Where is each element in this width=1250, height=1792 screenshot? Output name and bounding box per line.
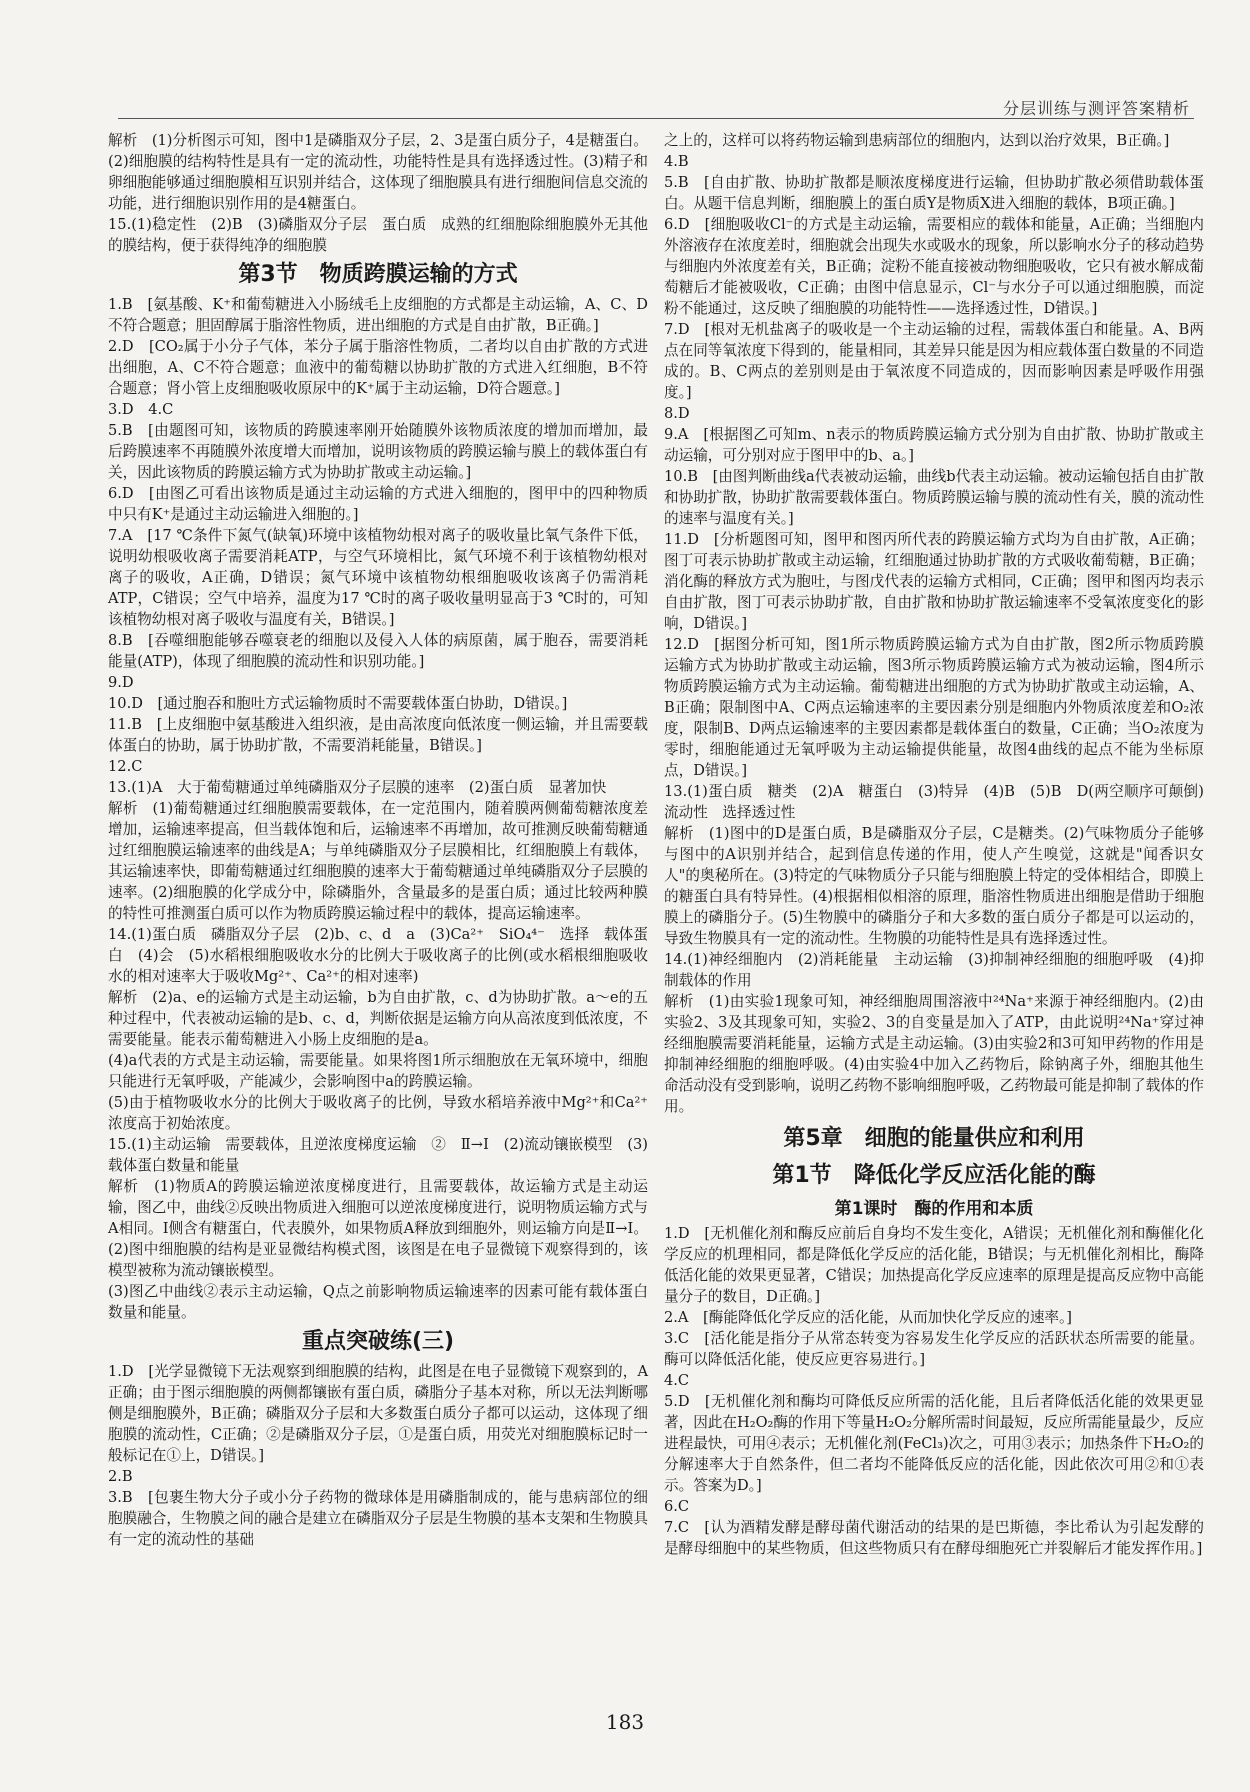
answer-paragraph: 11.B [上皮细胞中氨基酸进入组织液，是由高浓度向低浓度一侧运输，并且需要载体蛋白的协助，属于协助扩散，不需要消耗能量，B错误。] [108,716,648,754]
answer-paragraph: 11.D [分析题图可知，图甲和图丙所代表的跨膜运输方式均为自由扩散，A正确；图丁可表示协助扩散或主动运输，红细胞通过协助扩散的方式吸收葡萄糖，B正确；消化酶的释放方式为胞吐，与图戊代表的运输方式相同，C正确；图甲和图丙均表示自由扩散，图丁可表示协助扩散，自由扩散和协助扩散运输速率不受氧浓度变化的影响，D错误。] [664,531,1204,632]
header-title: 分层训练与测评答案精析 [1002,99,1190,118]
answer-paragraph: (3)图乙中曲线②表示主动运输，Q点之前影响物质运输速率的因素可能有载体蛋白数量和能量。 [108,1283,648,1321]
answer-paragraph: 3.B [包裹生物大分子或小分子药物的微球体是用磷脂制成的，能与患病部位的细胞膜融合，生物膜之间的融合是建立在磷脂双分子层是生物膜的基本支架和生物膜具有一定的流动性的基础 [108,1489,648,1548]
answer-paragraph: 15.(1)主动运输 需要载体，且逆浓度梯度运输 ② Ⅱ→Ⅰ (2)流动镶嵌模型 (3)载体蛋白数量和能量 [108,1136,648,1174]
answer-paragraph: 解析 (1)物质A的跨膜运输逆浓度梯度进行，且需要载体，故运输方式是主动运输，图乙中，曲线②反映出物质进入细胞可以逆浓度梯度进行，说明物质运输方式与A相同。Ⅰ侧含有糖蛋白，代表膜外，如果物质A释放到细胞外，则运输方向是Ⅱ→Ⅰ。(2)图中细胞膜的结构是亚显微结构模式图，该图是在电子显微镜下观察得到的，该模型被称为流动镶嵌模型。 [108,1178,648,1279]
answer-paragraph: 10.D [通过胞吞和胞吐方式运输物质时不需要载体蛋白协助，D错误。] [108,695,568,712]
right-column [664,130,1219,1559]
answer-paragraph: 9.A [根据图乙可知m、n表示的物质跨膜运输方式分别为自由扩散、协助扩散或主动运输，可分别对应于图甲中的b、a。] [664,426,1204,464]
answer-paragraph: 5.D [无机催化剂和酶均可降低反应所需的活化能，且后者降低活化能的效果更显著，因此在H₂O₂酶的作用下等量H₂O₂分解所需时间最短，反应所需能量最少，反应进程最快，可用④表示；无机催化剂(FeCl₃)次之，可用③表示；加热条件下H₂O₂的分解速率大于自然条件，但二者均不能降低反应的活化能，因此依次可用②和①表示。答案为D。] [664,1393,1204,1494]
answer-paragraph: 7.D [根对无机盐离子的吸收是一个主动运输的过程，需载体蛋白和能量。A、B两点在同等氧浓度下得到的，能量相同，其差异只能是因为相应载体蛋白数量的不同造成的。B、C两点的差别则是由于氧浓度不同造成的，因而影响因素是呼吸作用强度。] [664,321,1204,401]
answer-paragraph: 8.D [664,405,690,422]
answer-paragraph: 6.D [细胞吸收Cl⁻的方式是主动运输，需要相应的载体和能量，A正确；当细胞内外溶液存在浓度差时，细胞就会出现失水或吸水的现象，所以影响水分子的移动趋势与细胞内外浓度差有关，B正确；淀粉不能直接被动物细胞吸收，它只有被水解成葡萄糖后才能被吸收，C正确；由图中信息显示，Cl⁻与水分子可以通过细胞膜，而淀粉不能通过，这反映了细胞膜的功能特性——选择透过性，D错误。] [664,216,1204,317]
answer-paragraph: 13.(1)蛋白质 糖类 (2)A 糖蛋白 (3)特异 (4)B (5)B D(两空顺序可颠倒) 流动性 选择透过性 [664,783,1219,821]
answer-paragraph: 7.C [认为酒精发酵是酵母菌代谢活动的结果的是巴斯德，李比希认为引起发酵的是酵母细胞中的某些物质，但这些物质只有在酵母细胞死亡并裂解后才能发挥作用。] [664,1519,1204,1557]
answer-paragraph: 6.C [664,1498,690,1515]
answer-paragraph: 8.B [吞噬细胞能够吞噬衰老的细胞以及侵入人体的病原菌，属于胞吞，需要消耗能量(ATP)，体现了细胞膜的流动性和识别功能。] [108,632,648,670]
answer-paragraph: 13.(1)A 大于葡萄糖通过单纯磷脂双分子层膜的速率 (2)蛋白质 显著加快 [108,779,607,796]
answer-paragraph: 12.C [108,758,143,775]
chapter-heading: 第5章 细胞的能量供应和利用 [783,1126,1085,1151]
answer-paragraph: 之上的，这样可以将药物运输到患病部位的细胞内，达到以治疗效果，B正确。] [664,132,1170,149]
page-number: 183 [605,1710,645,1734]
section-heading: 重点突破练(三) [301,1329,455,1354]
answer-paragraph: 7.A [17 ℃条件下氮气(缺氧)环境中该植物幼根对离子的吸收量比氧气条件下低，说明幼根吸收离子需要消耗ATP，与空气环境相比，氮气环境不利于该植物幼根对离子的吸收，A正确，D错误；氮气环境中该植物幼根细胞吸收该离子仍需消耗ATP，C错误；空气中培养，温度为17 ℃时的离子吸收量明显高于3 ℃时的，可知该植物幼根对离子吸收与温度有关，B错误。] [108,527,648,628]
answer-paragraph: 2.A [酶能降低化学反应的活化能，从而加快化学反应的速率。] [664,1309,1072,1326]
answer-paragraph: 解析 (1)图中的D是蛋白质，B是磷脂双分子层，C是糖类。(2)气味物质分子能够与图中的A识别并结合，起到信息传递的作用，使人产生嗅觉，这就是"闻香识女人"的奥秘所在。(3)特定的气味物质分子只能与细胞膜上特定的受体相结合，即膜上的糖蛋白具有特异性。(4)根据相似相溶的原理，脂溶性物质进出细胞是借助于细胞膜上的磷脂分子。(5)生物膜中的磷脂分子和大多数的蛋白质分子都是可以运动的，导致生物膜具有一定的流动性。生物膜的功能特性是具有选择透过性。 [664,825,1204,947]
answer-paragraph: 3.D 4.C [108,401,174,418]
lesson-heading: 第1课时 酶的作用和本质 [834,1199,1034,1219]
answer-paragraph: 5.B [由题图可知，该物质的跨膜速率刚开始随膜外该物质浓度的增加而增加，最后跨膜速率不再随膜外浓度增大而增加，说明该物质的跨膜运输与膜上的载体蛋白有关，因此该物质的跨膜运输方式为协助扩散或主动运输。] [108,422,648,481]
answer-paragraph: 9.D [108,674,134,691]
answer-paragraph: 解析 (2)a、e的运输方式是主动运输，b为自由扩散，c、d为协助扩散。a～e的五种过程中，代表被动运输的是b、c、d，判断依据是运输方向从高浓度到低浓度，不需要能量。能表示葡萄糖进入小肠上皮细胞的是a。 [108,989,648,1048]
answer-paragraph: 解析 (1)由实验1现象可知，神经细胞周围溶液中²⁴Na⁺来源于神经细胞内。(2)由实验2、3及其现象可知，实验2、3的自变量是加入了ATP，由此说明²⁴Na⁺穿过神经细胞膜需要消耗能量，运输方式是主动运输。(3)由实验2和3可知甲药物的作用是抑制神经细胞的细胞呼吸。(4)由实验4中加入乙药物后，除钠离子外，细胞其他生命活动没有受到影响，说明乙药物不影响细胞呼吸，乙药物最可能是抑制了载体的作用。 [664,993,1204,1115]
answer-paragraph: 解析 (1)葡萄糖通过红细胞膜需要载体，在一定范围内，随着膜两侧葡萄糖浓度差增加，运输速率提高，但当载体饱和后，运输速率不再增加，故可推测反映葡萄糖通过红细胞膜运输速率的曲线是A；与单纯磷脂双分子层膜相比，红细胞膜上有载体，其运输速率快，即葡萄糖通过红细胞膜的速率大于葡萄糖通过单纯磷脂双分子层膜的速率。(2)细胞膜的化学成分中，除磷脂外，含量最多的是蛋白质；通过比较两种膜的特性可推测蛋白质可以作为物质跨膜运输过程中的载体，提高运输速率。 [108,800,648,922]
answer-paragraph: 14.(1)蛋白质 磷脂双分子层 (2)b、c、d a (3)Ca²⁺ SiO₄⁴⁻ 选择 载体蛋白 (4)会 (5)水稻根细胞吸收水分的比例大于吸收离子的比例(或水稻根细胞吸收水的相对速率大于吸收Mg²⁺、Ca²⁺的相对速率) [108,926,648,985]
answer-paragraph: 12.D [据图分析可知，图1所示物质跨膜运输方式为自由扩散，图2所示物质跨膜运输方式为协助扩散或主动运输，图3所示物质跨膜运输方式为被动运输，图4所示物质跨膜运输方式为主动运输。葡萄糖进出细胞的方式为协助扩散或主动运输，A、B正确；限制图中A、C两点运输速率的主要因素分别是细胞内外物质浓度差和O₂浓度，限制B、D两点运输速率的主要因素都是载体蛋白的数量，C正确；当O₂浓度为零时，细胞能通过无氧呼吸为主动运输提供能量，故图4曲线的起点不能为坐标原点，D错误。] [664,636,1204,779]
answer-paragraph: 4.C [664,1372,690,1389]
answer-paragraph: 4.B [664,153,689,170]
answer-paragraph: 1.D [无机催化剂和酶反应前后自身均不发生变化，A错误；无机催化剂和酶催化化学反应的机理相同，都是降低化学反应的活化能，B错误；与无机催化剂相比，酶降低活化能的效果更显著，C错误；加热提高化学反应速率的原理是提高反应物中高能量分子的数目，D正确。] [664,1225,1204,1305]
answer-paragraph: 14.(1)神经细胞内 (2)消耗能量 主动运输 (3)抑制神经细胞的细胞呼吸 (4)抑制载体的作用 [664,951,1204,989]
answer-paragraph: 2.D [CO₂属于小分子气体，苯分子属于脂溶性物质，二者均以自由扩散的方式进出细胞，A、C不符合题意；血液中的葡萄糖以协助扩散的方式进入红细胞，B不符合题意；肾小管上皮细胞吸收原尿中的K⁺属于主动运输，D符合题意。] [108,338,648,397]
answer-paragraph: 15.(1)稳定性 (2)B (3)磷脂双分子层 蛋白质 成熟的红细胞除细胞膜外无其他的膜结构，便于获得纯净的细胞膜 [108,216,648,254]
answer-paragraph: (5)由于植物吸收水分的比例大于吸收离子的比例，导致水稻培养液中Mg²⁺和Ca²⁺浓度高于初始浓度。 [108,1094,648,1132]
answer-paragraph: 6.D [由图乙可看出该物质是通过主动运输的方式进入细胞的，图甲中的四种物质中只有K⁺是通过主动运输进入细胞的。] [108,485,648,523]
header-rule [118,118,1194,119]
left-column [108,130,648,1550]
section-heading: 第1节 降低化学反应活化能的酶 [772,1163,1096,1188]
answer-paragraph: 1.B [氨基酸、K⁺和葡萄糖进入小肠绒毛上皮细胞的方式都是主动运输，A、C、D不符合题意；胆固醇属于脂溶性物质，进出细胞的方式是自由扩散，B正确。] [108,296,648,334]
answer-paragraph: 2.B [108,1468,133,1485]
section-heading: 第3节 物质跨膜运输的方式 [238,262,518,287]
answer-paragraph: 3.C [活化能是指分子从常态转变为容易发生化学反应的活跃状态所需要的能量。酶可以降低活化能，使反应更容易进行。] [664,1330,1204,1368]
answer-paragraph: 10.B [由图判断曲线a代表被动运输，曲线b代表主动运输。被动运输包括自由扩散和协助扩散，协助扩散需要载体蛋白。物质跨膜运输与膜的流动性有关，膜的流动性的速率与温度有关。] [664,468,1204,527]
answer-paragraph: 1.D [光学显微镜下无法观察到细胞膜的结构，此图是在电子显微镜下观察到的，A正确；由于图示细胞膜的两侧都镶嵌有蛋白质，磷脂分子基本对称，所以无法判断哪侧是细胞膜外，B正确；磷脂双分子层和大多数蛋白质分子都可以运动，这体现了细胞膜的流动性，C正确；②是磷脂双分子层，①是蛋白质，用荧光对细胞膜标记时一般标记在①上，D错误。] [108,1363,648,1464]
answer-paragraph: (4)a代表的方式是主动运输，需要能量。如果将图1所示细胞放在无氧环境中，细胞只能进行无氧呼吸，产能减少，会影响图中a的跨膜运输。 [108,1052,648,1090]
answer-paragraph: 5.B [自由扩散、协助扩散都是顺浓度梯度进行运输，但协助扩散必须借助载体蛋白。从题干信息判断，细胞膜上的蛋白质Y是物质X进入细胞的载体，B项正确。] [664,174,1204,212]
answer-paragraph: 解析 (1)分析图示可知，图中1是磷脂双分子层，2、3是蛋白质分子，4是糖蛋白。(2)细胞膜的结构特性是具有一定的流动性，功能特性是具有选择透过性。(3)精子和卵细胞能够通过细胞膜相互识别并结合，这体现了细胞膜具有进行细胞间信息交流的功能，进行细胞识别作用的是4糖蛋白。 [108,132,648,212]
